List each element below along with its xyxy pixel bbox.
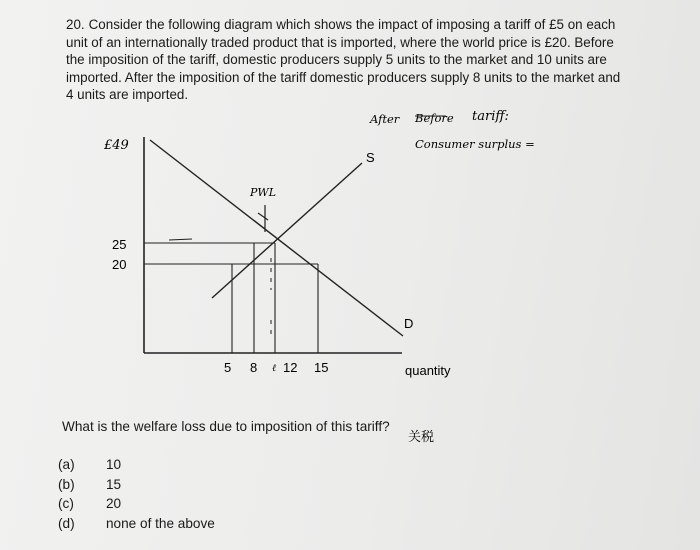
handwritten-after: After — [370, 112, 400, 126]
demand-curve — [150, 140, 403, 336]
handwritten-answer-mark: 关税 — [408, 430, 435, 445]
demand-label: D — [404, 316, 414, 331]
handwritten-consumer-surplus: Consumer surplus = — [415, 137, 535, 151]
option-letter: (a) — [58, 457, 75, 472]
x-axis-label: quantity — [405, 363, 451, 378]
option-text: 10 — [106, 457, 122, 472]
option-letter: (d) — [58, 515, 75, 531]
price-tick-25: 25 — [112, 237, 127, 252]
option-letter: (b) — [58, 476, 75, 492]
question-number: 20. — [66, 17, 85, 32]
handwritten-price-top: £49 — [104, 138, 129, 153]
handwritten-dash — [169, 239, 192, 240]
quantity-tick-15: 15 — [314, 360, 329, 375]
price-tick-20: 20 — [112, 257, 127, 272]
pwl-arrow-mark — [258, 213, 268, 220]
option-text: 15 — [106, 476, 122, 492]
world-price-label: PWL — [250, 186, 277, 199]
supply-curve — [212, 163, 362, 298]
quantity-tick-8: 8 — [250, 360, 258, 375]
option-letter: (c) — [58, 496, 74, 511]
quantity-tick-12: 12 — [283, 360, 298, 375]
handwritten-tariff: tariff: — [472, 109, 509, 124]
welfare-question: What is the welfare loss due to imposition of this tariff? — [62, 419, 390, 434]
question-body: Consider the following diagram which shows the impact of imposing a tariff of £5 on each unit of an internationally traded product that is imported, where the world price is £20. Before the imposition of the tariff, domestic producers supply 5 units to the market and 10 units are imported. After the imposition of the tariff domestic producers supply 8 units to the market and 4 units are imported. — [66, 17, 621, 102]
handwritten-before: Before — [415, 111, 454, 125]
supply-label: S — [366, 150, 375, 165]
quantity-tick-5: 5 — [224, 360, 232, 375]
handwritten-tick: ℓ — [272, 363, 277, 374]
option-text: 20 — [106, 496, 122, 511]
option-text: none of the above — [106, 515, 215, 531]
